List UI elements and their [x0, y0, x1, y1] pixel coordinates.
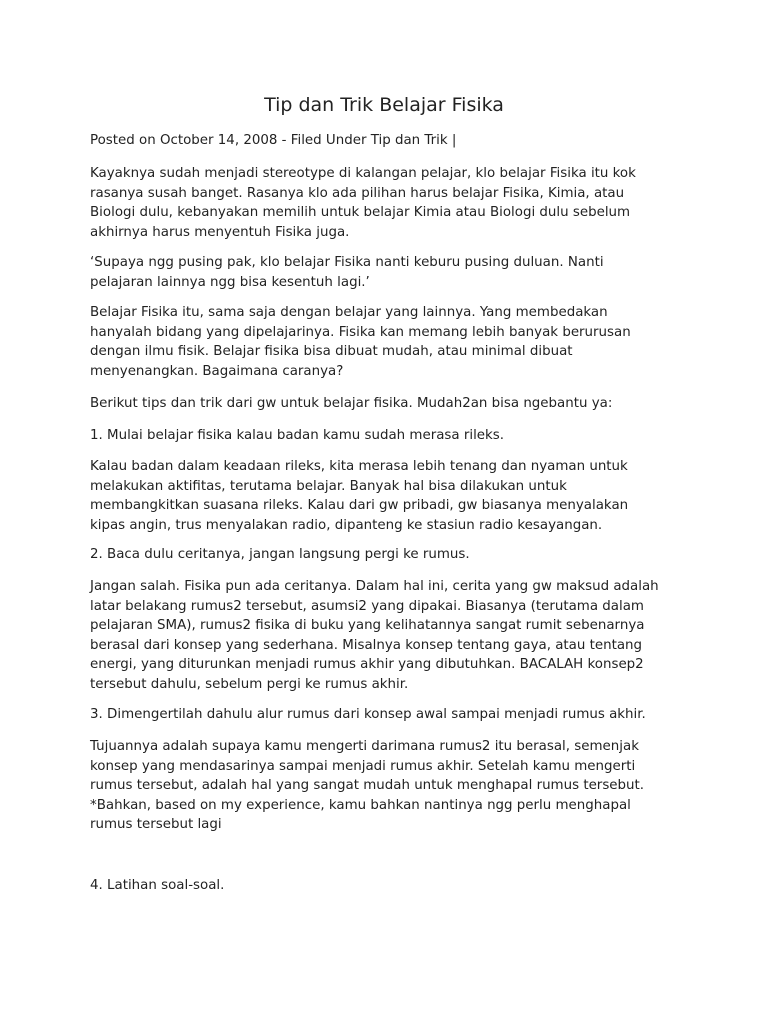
tip-heading-2 [90, 545, 690, 565]
text-line: *Bahkan, based on my experience, kamu bahkan nantinya ngg perlu menghapal [90, 797, 631, 813]
text-line: Kayaknya sudah menjadi stereotype di kalangan pelajar, klo belajar Fisika itu kok [90, 166, 636, 181]
text-line: pelajaran SMA), rumus2 fisika di buku yang kelihatannya sangat rumit sebenarnya [90, 618, 645, 634]
text-line: Tujuannya adalah supaya kamu mengerti darimana rumus2 itu berasal, semenjak [90, 739, 639, 754]
paragraph-intro [90, 164, 690, 242]
text-line: tersebut dahulu, sebelum pergi ke rumus akhir. [90, 676, 409, 692]
text-line: melakukan aktifitas, terutama belajar. Banyak hal bisa dilakukan untuk [90, 478, 567, 494]
text-line: Berikut tips dan trik dari gw untuk belajar fisika. Mudah2an bisa ngebantu ya: [90, 396, 613, 411]
text-line: menyenangkan. Bagaimana caranya? [90, 363, 344, 379]
text-line: 2. Baca dulu ceritanya, jangan langsung pergi ke rumus. [90, 547, 470, 562]
text-line: 3. Dimengertilah dahulu alur rumus dari konsep awal sampai menjadi rumus akhir. [90, 707, 646, 722]
page-title: Tip dan Trik Belajar Fisika [264, 94, 504, 116]
text-line: rumus tersebut, adalah hal yang sangat mudah untuk menghapal rumus tersebut. [90, 778, 645, 794]
text-line: dengan ilmu fisik. Belajar fisika bisa dibuat mudah, atau minimal dibuat [90, 344, 573, 360]
paragraph-tip-3 [90, 737, 690, 835]
text-line: 1. Mulai belajar fisika kalau badan kamu sudah merasa rileks. [90, 428, 505, 443]
text-line: konsep yang mendasarinya sampai menjadi rumus akhir. Setelah kamu mengerti [90, 758, 636, 774]
text-line: energi, yang diturunkan menjadi rumus akhir yang dibutuhkan. BACALAH konsep2 [90, 657, 644, 673]
tip-heading-4 [90, 876, 690, 896]
paragraph-tip-2 [90, 577, 690, 695]
text-line: 4. Latihan soal-soal. [90, 878, 225, 893]
text-line: Biologi dulu, kebanyakan memilih untuk belajar Kimia atau Biologi dulu sebelum [90, 205, 631, 221]
paragraph-explanation [90, 303, 690, 381]
text-line: Belajar Fisika itu, sama saja dengan belajar yang lainnya. Yang membedakan [90, 305, 608, 320]
text-line: berasal dari konsep yang sederhana. Misalnya konsep tentang gaya, atau tentang [90, 637, 643, 653]
tip-heading-3 [90, 705, 690, 725]
text-line: rumus tersebut lagi [90, 817, 222, 833]
text-line: ‘Supaya ngg pusing pak, klo belajar Fisika nanti keburu pusing duluan. Nanti [90, 255, 604, 270]
text-line: akhirnya harus menyentuh Fisika juga. [90, 224, 350, 240]
text-line: kipas angin, trus menyalakan radio, dipanteng ke stasiun radio kesayangan. [90, 517, 603, 533]
text-line: Jangan salah. Fisika pun ada ceritanya. Dalam hal ini, cerita yang gw maksud adalah [90, 579, 659, 594]
paragraph-tips-intro [90, 394, 690, 414]
text-line: membangkitkan suasana rileks. Kalau dari gw pribadi, gw biasanya menyalakan [90, 498, 629, 514]
text-line: pelajaran lainnya ngg bisa kesentuh lagi.’ [90, 274, 370, 290]
paragraph-tip-1 [90, 457, 690, 535]
text-line: hanyalah bidang yang dipelajarinya. Fisika kan memang lebih banyak berurusan [90, 324, 631, 340]
text-line: Kalau badan dalam keadaan rileks, kita merasa lebih tenang dan nyaman untuk [90, 459, 628, 474]
text-line: rasanya susah banget. Rasanya klo ada pilihan harus belajar Fisika, Kimia, atau [90, 185, 625, 201]
paragraph-quote [90, 253, 690, 292]
post-meta: Posted on October 14, 2008 - Filed Under Tip dan Trik | [90, 133, 457, 148]
text-line: latar belakang rumus2 tersebut, asumsi2 yang dipakai. Biasanya (terutama dalam [90, 598, 644, 614]
tip-heading-1 [90, 426, 690, 446]
